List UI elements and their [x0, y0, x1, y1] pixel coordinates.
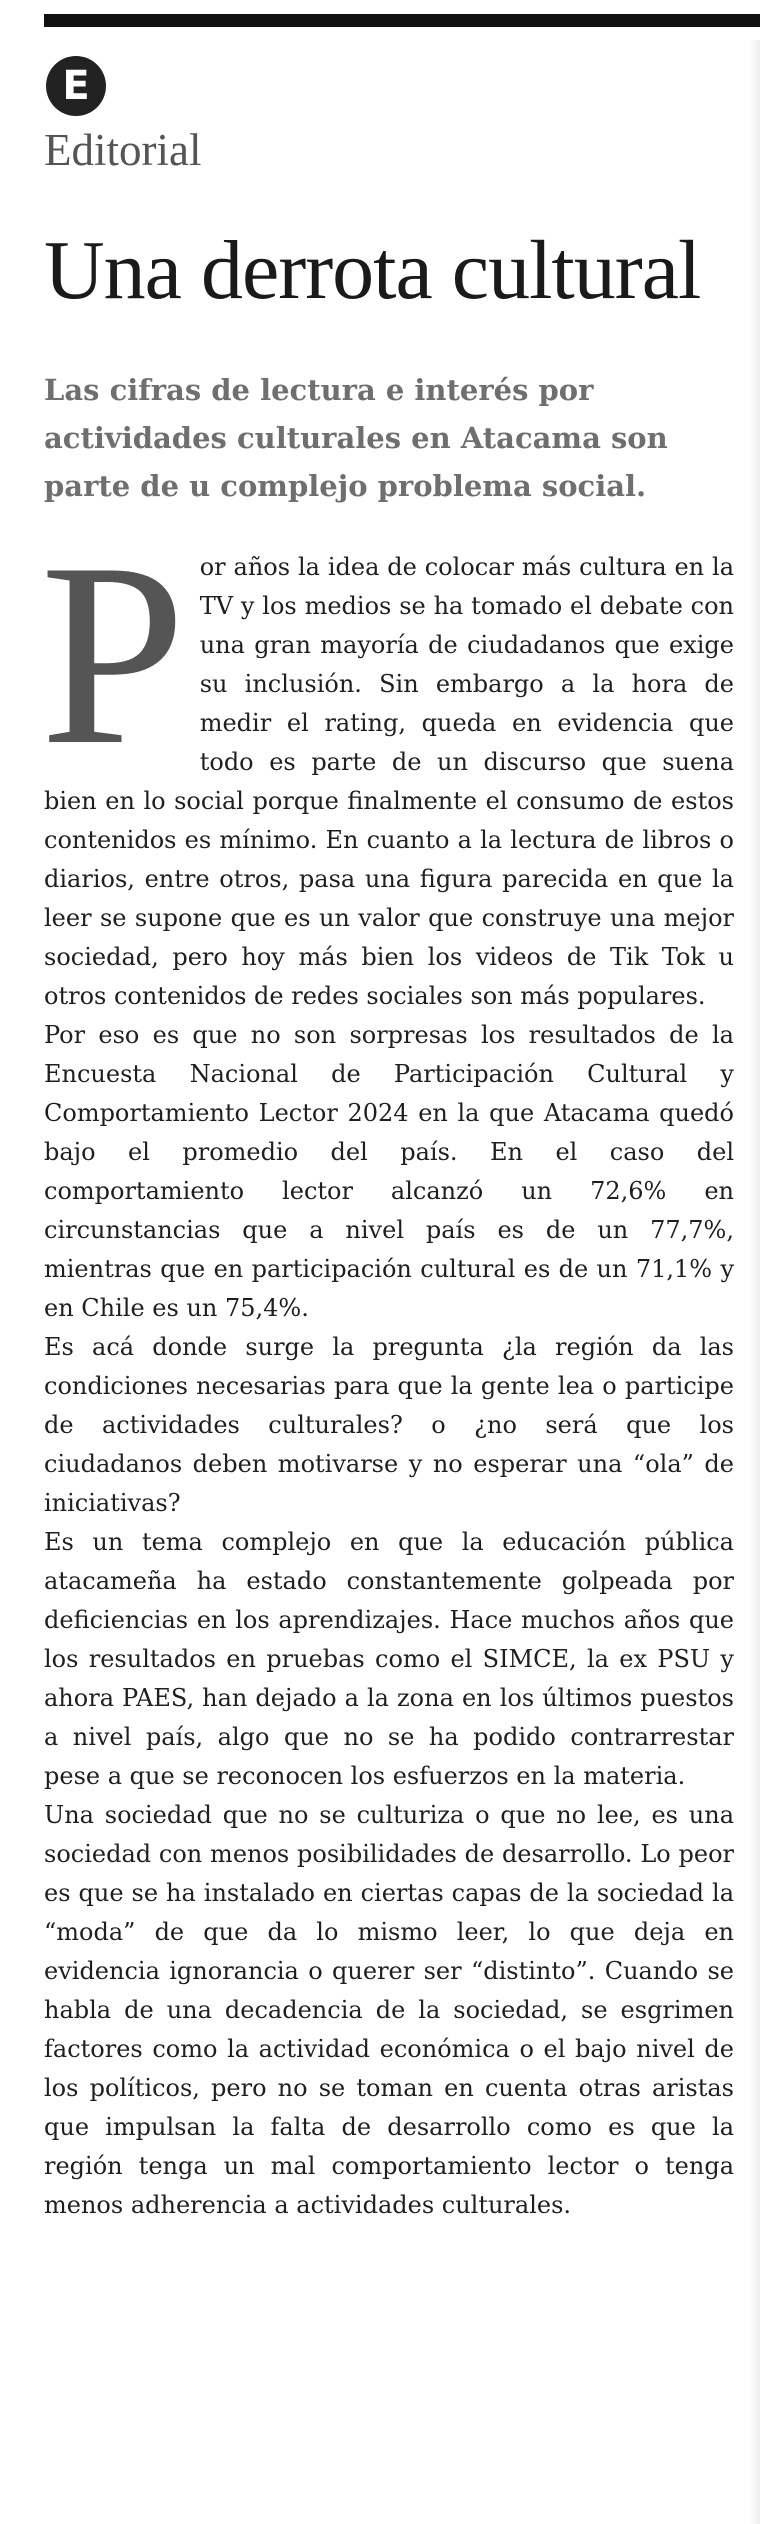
top-rule — [44, 14, 760, 27]
lede: Las cifras de lectura e interés por actividades culturales en Atacama son parte de u complejo problema social. — [44, 373, 668, 503]
section-badge: E — [46, 56, 106, 116]
drop-cap: P — [40, 509, 186, 799]
paragraph: Por eso es que no son sorpresas los resultados de la Encuesta Nacional de Participación Cultural y Comportamiento Lector 2024 en la que Atacama quedó bajo el promedio del país. En el caso del comportamiento lector alcanzó un 72,6% en circunstancias que a nivel país es de un 77,7%, mientras que en participación cultural es de un 71,1% y en Chile es un 75,4%. — [44, 1021, 734, 1322]
article-body — [40, 509, 734, 2225]
paragraph: or años la idea de colocar más cultura en la TV y los medios se ha tomado el debate con una gran mayoría de ciudadanos que exige su inclusión. Sin embargo a la hora de medir el rating, queda en evidencia que todo es parte de un discurso que suena bien en lo social porque finalmente el consumo de estos contenidos es mínimo. En cuanto a la lectura de libros o diarios, entre otros, pasa una figura parecida en que la leer se supone que es un valor que construye una mejor sociedad, pero hoy más bien los videos de Tik Tok u otros contenidos de redes sociales son más populares. — [44, 553, 734, 1010]
page-edge-shadow — [750, 40, 760, 2524]
editorial-column — [40, 56, 734, 2225]
paragraph: Es acá donde surge la pregunta ¿la región da las condiciones necesarias para que la gente lea o participe de actividades culturales? o ¿no será que los ciudadanos deben motivarse y no esperar una “ola” de iniciativas? — [44, 1333, 734, 1517]
headline: Una derrota cultural — [44, 224, 701, 317]
paragraph: Es un tema complejo en que la educación pública atacameña ha estado constantemente golpeada por deficiencias en los aprendizajes. Hace muchos años que los resultados en pruebas como el SIMCE, la ex PSU y ahora PAES, han dejado a la zona en los últimos puestos a nivel país, algo que no se ha podido contrarrestar pese a que se reconocen los esfuerzos en la materia. — [44, 1528, 734, 1790]
paragraph: Una sociedad que no se culturiza o que no lee, es una sociedad con menos posibilidades de desarrollo. Lo peor es que se ha instalado en ciertas capas de la sociedad la “moda” de que da lo mismo leer, lo que deja en evidencia ignorancia o querer ser “distinto”. Cuando se habla de una decadencia de la sociedad, se esgrimen factores como la actividad económica o el bajo nivel de los políticos, pero no se toman en cuenta otras aristas que impulsan la falta de desarrollo como es que la región tenga un mal comportamiento lector o tenga menos adherencia a actividades culturales. — [44, 1801, 734, 2219]
section-label: Editorial — [44, 125, 202, 175]
